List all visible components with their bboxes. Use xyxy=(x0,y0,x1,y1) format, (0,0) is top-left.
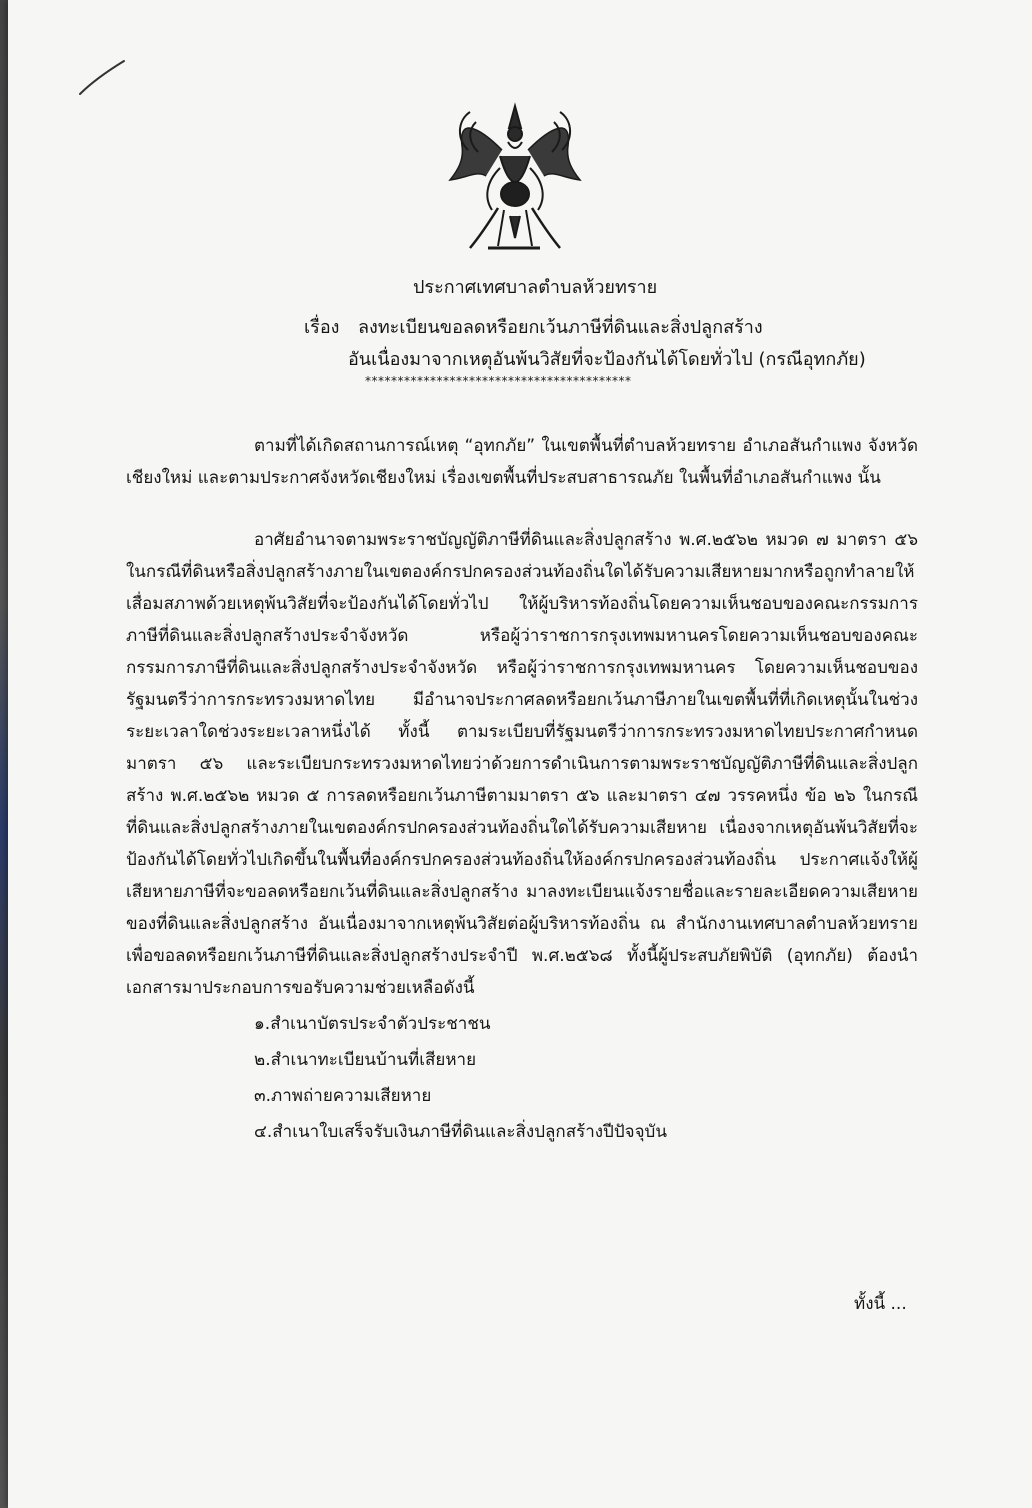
required-documents-list xyxy=(126,1006,918,1150)
document-page xyxy=(8,0,1032,1508)
header-separator: ***************************************** xyxy=(365,374,632,388)
page-continuation: ทั้งนี้ ... xyxy=(854,1294,907,1314)
pen-stroke-mark xyxy=(78,58,128,98)
list-item: ๒.สำเนาทะเบียนบ้านที่เสียหาย xyxy=(254,1050,477,1070)
paragraph-legal-basis: อาศัยอำนาจตามพระราชบัญญัติภาษีที่ดินและสิ่งปลูกสร้าง พ.ศ.๒๕๖๒ หมวด ๗ มาตรา ๕๖ ในกรณีที่ดินหรือสิ่งปลูกสร้างภายในเขตองค์กรปกครองส่วนท้องถิ่นใดได้รับความเสียหายมากหรือถูกทำลายให้เสื่อมสภาพด้วยเหตุพ้นวิสัยที่จะป้องกันได้โดยทั่วไป ให้ผู้บริหารท้องถิ่นโดยความเห็นชอบของคณะกรรมการภาษีที่ดินและสิ่งปลูกสร้างประจำจังหวัด หรือผู้ว่าราชการกรุงเทพมหานครโดยความเห็นชอบของคณะกรรมการภาษีที่ดินและสิ่งปลูกสร้างประจำจังหวัด หรือผู้ว่าราชการกรุงเทพมหานคร โดยความเห็นชอบของรัฐมนตรีว่าการกระทรวงมหาดไทย มีอำนาจประกาศลดหรือยกเว้นภาษีภายในเขตพื้นที่ที่เกิดเหตุนั้นในช่วงระยะเวลาใดช่วงระยะเวลาหนึ่งได้ ทั้งนี้ ตามระเบียบที่รัฐมนตรีว่าการกระทรวงมหาดไทยประกาศกำหนด มาตรา ๕๖ และระเบียบกระทรวงมหาดไทยว่าด้วยการดำเนินการตามพระราชบัญญัติภาษีที่ดินและสิ่งปลูกสร้าง พ.ศ.๒๕๖๒ หมวด ๕ การลดหรือยกเว้นภาษีตามมาตรา ๕๖ และมาตรา ๔๗ วรรคหนึ่ง ข้อ ๒๖ ในกรณีที่ดินและสิ่งปลูกสร้างภายในเขตองค์กรปกครองส่วนท้องถิ่นใดได้รับความเสียหาย เนื่องจากเหตุอันพ้นวิสัยที่จะป้องกันได้โดยทั่วไปเกิดขึ้นในพื้นที่องค์กรปกครองส่วนท้องถิ่นให้องค์กรปกครองส่วนท้องถิ่น ประกาศแจ้งให้ผู้เสียหายภาษีที่จะขอลดหรือยกเว้นที่ดินและสิ่งปลูกสร้าง มาลงทะเบียนแจ้งรายชื่อและรายละเอียดความเสียหายของที่ดินและสิ่งปลูกสร้าง อันเนื่องมาจากเหตุพ้นวิสัยต่อผู้บริหารท้องถิ่น ณ สำนักงานเทศบาลตำบลห้วยทราย เพื่อขอลดหรือยกเว้นภาษีที่ดินและสิ่งปลูกสร้างประจำปี พ.ศ.๒๕๖๘ ทั้งนี้ผู้ประสบภัยพิบัติ (อุทกภัย) ต้องนำเอกสารมาประกอบการขอรับความช่วยเหลือดังนี้ xyxy=(126,530,918,998)
garuda-emblem-icon xyxy=(440,98,590,256)
subject-label: เรื่อง xyxy=(304,317,340,338)
paragraph-situation: ตามที่ได้เกิดสถานการณ์เหตุ “อุทกภัย” ในเขตพื้นที่ตำบลห้วยทราย อำเภอสันกำแพง จังหวัดเชียงใหม่ และตามประกาศจังหวัดเชียงใหม่ เรื่องเขตพื้นที่ประสบสาธารณภัย ในพื้นที่อำเภอสันกำแพง นั้น xyxy=(126,436,918,488)
announcement-body xyxy=(126,430,918,1150)
subject-line-2: อันเนื่องมาจากเหตุอันพ้นวิสัยที่จะป้องกันได้โดยทั่วไป (กรณีอุทกภัย) xyxy=(348,349,866,370)
announcement-title: ประกาศเทศบาลตำบลห้วยทราย xyxy=(413,277,658,298)
list-item: ๑.สำเนาบัตรประจำตัวประชาชน xyxy=(254,1014,491,1034)
list-item: ๔.สำเนาใบเสร็จรับเงินภาษีที่ดินและสิ่งปลูกสร้างปีปัจจุบัน xyxy=(254,1122,667,1142)
subject-line-1: ลงทะเบียนขอลดหรือยกเว้นภาษีที่ดินและสิ่งปลูกสร้าง xyxy=(358,317,763,338)
list-item: ๓.ภาพถ่ายความเสียหาย xyxy=(254,1086,432,1106)
